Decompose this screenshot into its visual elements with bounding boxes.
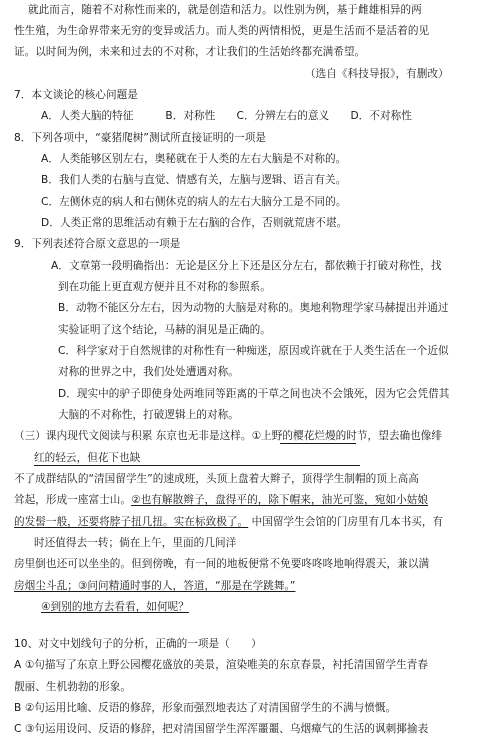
q9-option-d-line1: D．现实中的驴子即使身处两堆同等距离的干草之间也决不会饿死，因为它会凭借其 (58, 388, 450, 400)
q9-option-c-line1: C．科学家对于自然规律的对称性有一种痴迷，原因或许就在于人类生活在一个近似 (58, 345, 449, 357)
q8-option-b: B．我们人类的右脑与直觉、情感有关，左脑与逻辑、语言有关。 (41, 174, 347, 186)
q9-option-a-line2: 到在功能上更直观方便并且不对称的参照系。 (58, 281, 271, 293)
q8-option-a: A．人类能够区别左右，奥秘就在于人类的左右大脑是不对称的。 (41, 153, 347, 165)
q10-option-a-line1: A ①句描写了东京上野公园樱花盛放的美景，渲染唯美的东京春景，衬托清国留学生青春 (14, 659, 429, 671)
section3-line-7: 房里倒也还可以坐坐的。但到傍晚，有一间的地板便常不免要咚咚咚地响得震天，兼以满 (14, 558, 430, 570)
q8-option-d: D．人类正常的思维活动有赖于左右脑的合作，否则就荒唐不堪。 (41, 217, 348, 229)
passage-line-1: 就此而言，随着不对称性而来的，就是创造和活力。以性别为例，基于雌雄相异的两 (28, 4, 422, 16)
q10-stem: 10、对文中划线句子的分析，正确的一项是（ ） (14, 638, 262, 650)
q9-option-b-line2: 实验证明了这个结论，马赫的洞见是正确的。 (58, 324, 271, 336)
q9-option-d-line2: 大脑的不对称性，打破逻辑上的对称。 (58, 409, 239, 421)
section3-line-4 (14, 490, 428, 511)
q7-stem: 7．本文谈论的核心问题是 (14, 89, 138, 101)
q10-option-c-line1: C ③句运用设问、反语的修辞，把对清国留学生浑浑噩噩、乌烟瘴气的生活的讽刺揶揄表 (14, 723, 429, 735)
underlined-fragment: 房烟尘斗乱 (14, 580, 68, 592)
q9-stem: 9．下列表述符合原文意思的一项是 (14, 238, 181, 250)
q7-options: A．人类大脑的特征 B．对称性 C．分辨左右的意义 D．不对称性 (41, 110, 412, 122)
q9-option-b-line1: B．动物不能区分左右，因为动物的大脑是对称的。奥地利物理学家马赫提出并通过 (58, 302, 449, 314)
section3-line-3: 不了成群结队的“清国留学生”的速成班，头顶上盘着大辫子，顶得学生制帽的顶上高高 (14, 473, 419, 485)
passage-line-2: 性生殖，为生命界带来无穷的变异或活力。而人类的两情相悦，更是生活而不是活着的见 (14, 25, 430, 37)
q10-option-a-line2: 靓丽、生机勃勃的形象。 (14, 681, 132, 693)
q9-option-c-line2: 对称的世界之中，我们处处遭遇对称。 (58, 366, 239, 378)
sentence-1-underline-cont (34, 465, 360, 466)
section3-line-1: （三）课内现代文阅读与积累 东京也无非是这样。①上野的樱花烂熳的时节，望去确也像绯 (14, 430, 443, 442)
section3-line-4-plain: 耸起，形成一座富士山。 (14, 494, 132, 506)
underlined-sentence-3: ；③问问精通时事的人，答道，“那是在学跳舞。” (67, 580, 296, 592)
q9-option-a-line1: A．文章第一段明确指出：无论是区分上下还是区分左右，都依赖于打破对称性，找 (51, 260, 442, 272)
section3-line-2: 红的轻云，但花下也缺 (34, 452, 141, 464)
passage-line-3: 证。以时间为例，未来和过去的不对称，才让我们的生活始终都充满希望。 (14, 46, 366, 58)
section3-line-5-plain: 中国留学生会馆的门房里有几本书买，有 (248, 516, 444, 528)
section3-line-8 (14, 576, 295, 597)
q10-option-b: B ②句运用比喻、反语的修辞，形象而强烈地表达了对清国留学生的不满与愤慨。 (14, 702, 397, 714)
q8-stem: 8．下列各项中，“豪猪爬树”测试所直接证明的一项是 (14, 132, 267, 144)
underlined-sentence-4: ④到别的地方去看看，如何呢？ (41, 601, 189, 613)
section3-line-5 (14, 512, 443, 533)
sentence-1-underline (280, 443, 356, 444)
underlined-sentence-2b: 的发髻一般，还要将脖子扭几扭。实在标致极了。 (14, 516, 249, 528)
source-citation: （选自《科技导报》，有删改） (305, 68, 449, 80)
section3-line-6: 时还值得去一转；倘在上午，里面的几间洋 (34, 537, 237, 549)
q8-option-c: C．左侧休克的病人和右侧休克的病人的左右大脑分工是不同的。 (41, 196, 347, 208)
underlined-sentence-2a: ②也有解散辫子，盘得平的，除下帽来，油光可鉴，宛如小姑娘 (131, 494, 429, 506)
